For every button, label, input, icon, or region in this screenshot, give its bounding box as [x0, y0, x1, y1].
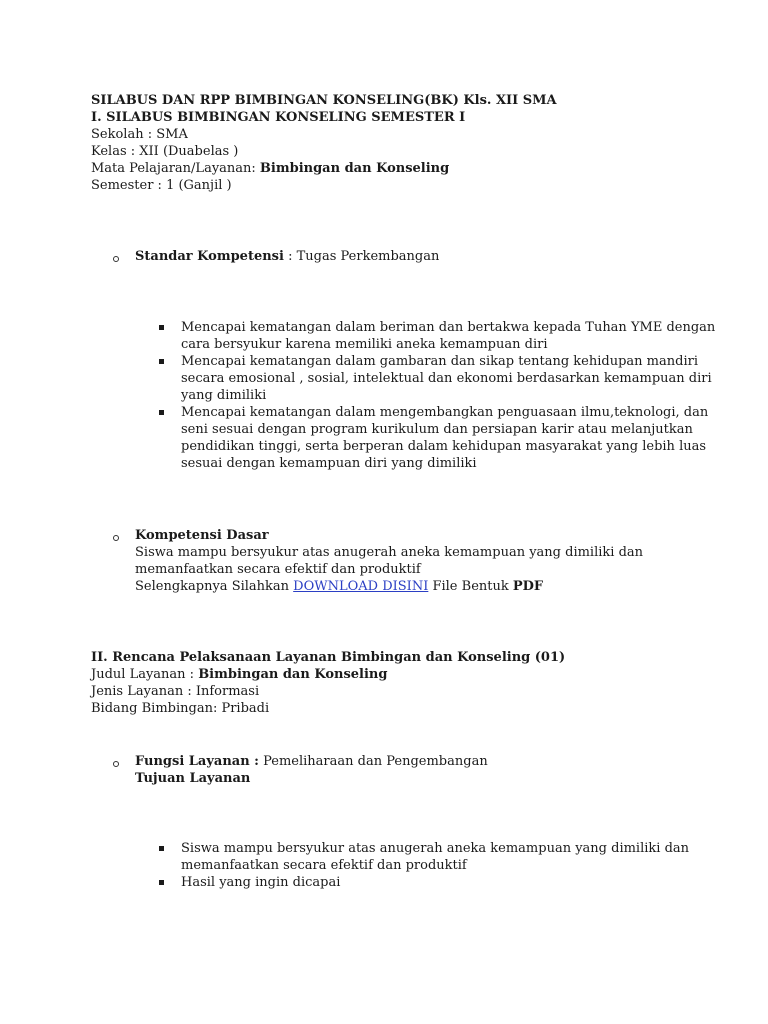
kompetensi-dasar: [135, 527, 695, 595]
mapel-value: Bimbingan dan Konseling: [259, 161, 450, 176]
judul-value: Bimbingan dan Konseling: [198, 667, 388, 682]
download-link[interactable]: DOWNLOAD DISINI: [293, 579, 429, 594]
section-2-heading: II. Rencana Pelaksanaan Layanan Bimbingan dan Konseling (01): [91, 650, 566, 665]
judul-line: Judul Layanan : Bimbingan dan Konseling: [91, 667, 388, 682]
kompetensi-line-2: memanfaatkan secara efektif dan produktif: [135, 562, 421, 577]
circle-bullet-icon: [113, 535, 119, 541]
download-line: Selengkapnya Silahkan DOWNLOAD DISINI File Bentuk PDF: [135, 579, 544, 594]
mapel-label: Mata Pelajaran/Layanan:: [91, 161, 260, 176]
standar-value: : Tugas Perkembangan: [283, 249, 440, 264]
square-bullet-icon: [159, 359, 164, 364]
tujuan-label: Tujuan Layanan: [135, 771, 251, 786]
fungsi-value: Pemeliharaan dan Pengembangan: [258, 754, 488, 769]
list-item: Mencapai kematangan dalam mengembangkan penguasaan ilmu,teknologi, dan seni sesuai dengan program kurikulum dan persiapan karir atau melanjutkan pendidikan tinggi, serta berperan dalam kehidupan masyarakat yang lebih luas sesuai dengan kemampuan diri yang dimiliki: [158, 404, 678, 472]
list-item: Mencapai kematangan dalam gambaran dan sikap tentang kehidupan mandiri secara emosional , sosial, intelektual dan ekonomi berdasarkan kemampuan diri yang dimiliki: [158, 353, 678, 404]
circle-bullet-icon: [113, 256, 119, 262]
document-title: SILABUS DAN RPP BIMBINGAN KONSELING(BK) Kls. XII SMA: [91, 93, 557, 108]
square-bullet-icon: [159, 846, 164, 851]
semester-line: Semester : 1 (Ganjil ): [91, 178, 232, 193]
mapel-line: [91, 160, 691, 177]
list-item: Siswa mampu bersyukur atas anugerah aneka kemampuan yang dimiliki dan memanfaatkan secara efektif dan produktif: [158, 840, 678, 874]
kompetensi-line-1: Siswa mampu bersyukur atas anugerah aneka kemampuan yang dimiliki dan: [135, 545, 644, 560]
standar-list: [158, 319, 716, 472]
tujuan-list: [158, 840, 690, 891]
fungsi-label: Fungsi Layanan :: [135, 754, 259, 769]
list-item: Hasil yang ingin dicapai: [158, 874, 678, 891]
rpp-section: [91, 649, 691, 717]
jenis-line: Jenis Layanan : Informasi: [91, 684, 260, 699]
bidang-line: Bidang Bimbingan: Pribadi: [91, 701, 270, 716]
section-1-heading: I. SILABUS BIMBINGAN KONSELING SEMESTER I: [91, 110, 466, 125]
sekolah-line: Sekolah : SMA: [91, 127, 188, 142]
kompetensi-label: Kompetensi Dasar: [135, 528, 269, 543]
document-header: [91, 92, 691, 194]
list-item: Mencapai kematangan dalam beriman dan bertakwa kepada Tuhan YME dengan cara bersyukur karena memiliki aneka kemampuan diri: [158, 319, 678, 353]
format-label: PDF: [512, 579, 544, 594]
circle-bullet-icon: [113, 761, 119, 767]
square-bullet-icon: [159, 880, 164, 885]
kelas-line: Kelas : XII (Duabelas ): [91, 144, 239, 159]
fungsi-layanan: [135, 753, 695, 787]
standar-kompetensi: [135, 248, 695, 265]
standar-label: Standar Kompetensi: [135, 249, 284, 264]
square-bullet-icon: [159, 410, 164, 415]
square-bullet-icon: [159, 325, 164, 330]
